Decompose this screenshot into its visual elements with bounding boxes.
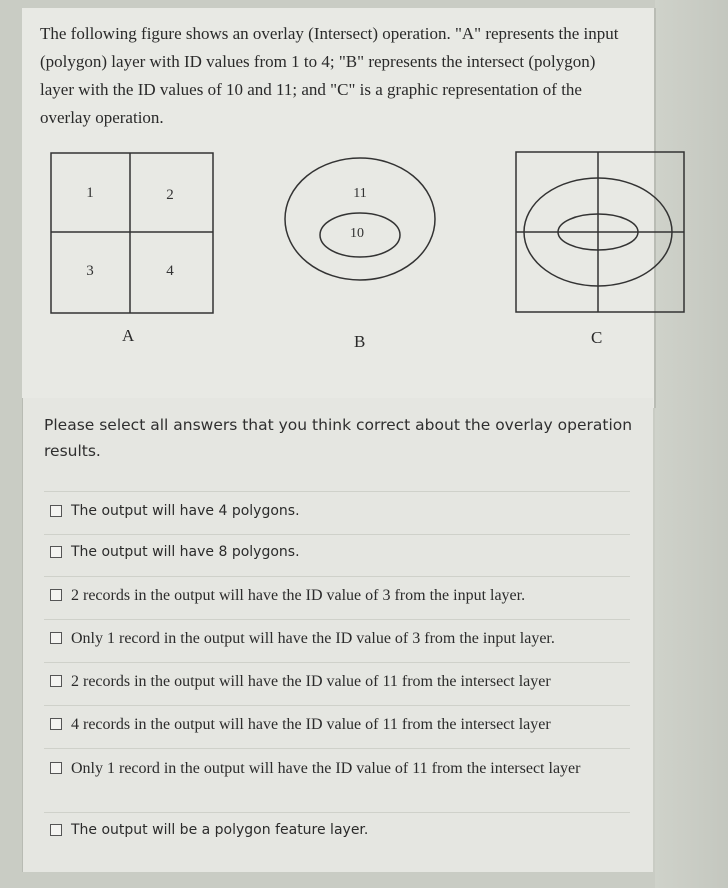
figure-c-label: C [591,328,603,347]
option-1[interactable] [50,501,630,522]
cell-4-label: 4 [166,263,174,279]
option-6[interactable] [50,714,630,735]
option-5-label: 2 records in the output will have the ID value of 11 from the intersect layer [71,673,551,690]
cell-1-label: 1 [86,185,94,201]
cell-3-label: 3 [86,263,94,279]
option-8-checkbox[interactable] [50,824,62,836]
divider [44,662,630,663]
option-2-checkbox[interactable] [50,546,62,558]
figure-a-label: A [122,326,135,345]
page-edge [655,0,728,888]
option-4-label: Only 1 record in the output will have the ID value of 3 from the input layer. [71,630,555,647]
divider [44,576,630,577]
figure-b-ellipses [282,155,438,283]
option-4[interactable] [50,628,630,649]
polygon-11-label: 11 [353,186,367,201]
option-1-checkbox[interactable] [50,505,62,517]
option-7-checkbox[interactable] [50,762,62,774]
option-6-checkbox[interactable] [50,718,62,730]
option-7-label: Only 1 record in the output will have the ID value of 11 from the intersect layer [71,760,581,777]
option-8[interactable] [50,820,630,841]
option-3-label: 2 records in the output will have the ID value of 3 from the input layer. [71,587,526,604]
divider [44,812,630,813]
option-8-label: The output will be a polygon feature layer. [71,822,369,838]
option-7[interactable] [50,758,610,779]
answer-prompt: Please select all answers that you think correct about the overlay operation results. [44,416,633,460]
divider [44,705,630,706]
option-1-label: The output will have 4 polygons. [71,503,300,519]
polygon-10-label: 10 [350,226,364,241]
figure-a-grid [50,152,214,314]
option-5-checkbox[interactable] [50,675,62,687]
cell-2-label: 2 [166,187,174,203]
option-4-checkbox[interactable] [50,632,62,644]
figure-b-label: B [354,332,366,351]
divider [44,534,630,535]
option-3-checkbox[interactable] [50,589,62,601]
question-text: The following figure shows an overlay (Intersect) operation. "A" represents the input (polygon) layer with ID values from 1 to 4; "B" represents the intersect (polygon) layer with the ID values of 10 and 11; and "C" is a graphic representation of the overlay operation. [40,24,619,127]
option-6-label: 4 records in the output will have the ID value of 11 from the intersect layer [71,716,551,733]
option-2[interactable] [50,542,630,563]
divider [44,619,630,620]
option-2-label: The output will have 8 polygons. [71,544,300,560]
option-3[interactable] [50,585,630,606]
figure-c-overlay [514,150,686,314]
divider [44,491,630,492]
divider [44,748,630,749]
option-5[interactable] [50,671,630,692]
